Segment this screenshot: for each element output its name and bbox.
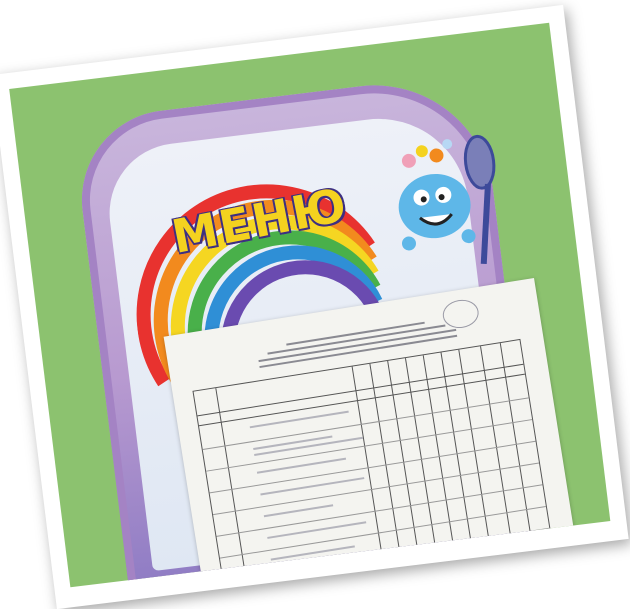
menu-board: [72, 72, 536, 588]
photo-frame: [0, 5, 629, 609]
wall-background: [9, 23, 610, 588]
menu-table: [192, 339, 553, 587]
menu-title: МЕНЮ: [167, 176, 353, 264]
cartoon-spoon-mascot-icon: [375, 120, 512, 284]
